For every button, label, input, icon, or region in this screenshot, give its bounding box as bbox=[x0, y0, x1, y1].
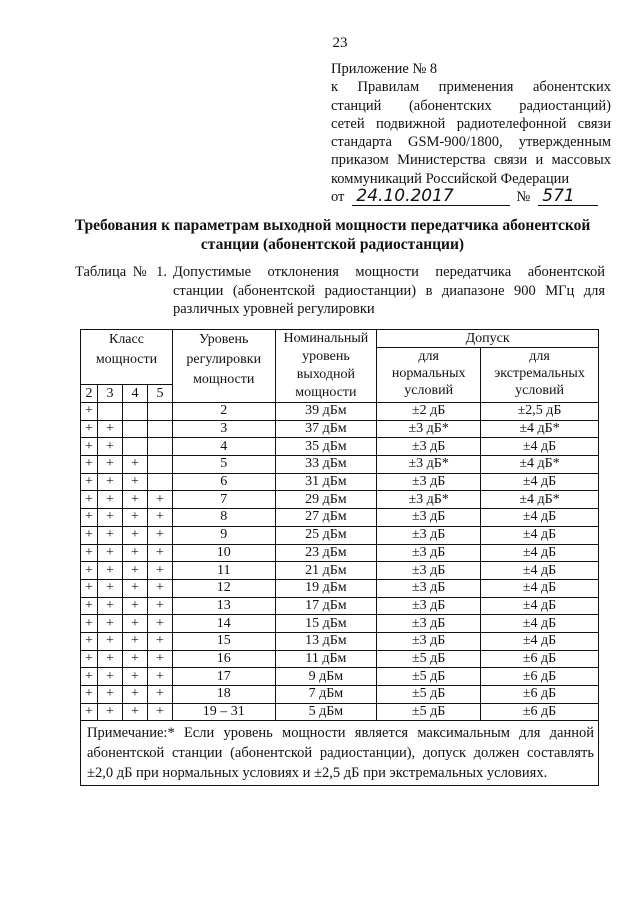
table-row bbox=[81, 509, 599, 527]
class-mark-cell: + bbox=[81, 632, 98, 650]
class-mark-cell: + bbox=[97, 473, 122, 491]
extreme-tolerance-cell: ±4 дБ bbox=[481, 615, 599, 633]
class-mark-cell: + bbox=[147, 703, 172, 721]
level-cell: 3 bbox=[172, 420, 275, 438]
power-cell: 5 дБм bbox=[275, 703, 377, 721]
class-mark-cell: + bbox=[97, 650, 122, 668]
normal-tolerance-cell: ±5 дБ bbox=[377, 703, 481, 721]
power-cell: 7 дБм bbox=[275, 686, 377, 704]
table-row bbox=[81, 544, 599, 562]
heading-line: Требования к параметрам выходной мощности передатчика абонентской bbox=[74, 217, 591, 234]
normal-tolerance-cell: ±3 дБ bbox=[377, 562, 481, 580]
normal-tolerance-cell: ±3 дБ bbox=[377, 526, 481, 544]
class-mark-cell bbox=[122, 438, 147, 456]
class-mark-cell: + bbox=[81, 650, 98, 668]
level-cell: 9 bbox=[172, 526, 275, 544]
extreme-tolerance-cell: ±4 дБ bbox=[481, 438, 599, 456]
table-caption bbox=[75, 263, 605, 319]
class-mark-cell: + bbox=[97, 420, 122, 438]
class-mark-cell: + bbox=[122, 544, 147, 562]
table-row bbox=[81, 597, 599, 615]
class-mark-cell: + bbox=[122, 650, 147, 668]
normal-tolerance-cell: ±5 дБ bbox=[377, 686, 481, 704]
power-cell: 33 дБм bbox=[275, 456, 377, 474]
level-cell: 4 bbox=[172, 438, 275, 456]
header-tolerance: Допуск bbox=[377, 330, 599, 348]
class-mark-cell: + bbox=[122, 615, 147, 633]
extreme-tolerance-cell: ±4 дБ* bbox=[481, 456, 599, 474]
level-cell: 19 – 31 bbox=[172, 703, 275, 721]
page-number: 23 bbox=[332, 35, 348, 51]
normal-tolerance-cell: ±2 дБ bbox=[377, 403, 481, 421]
class-mark-cell: + bbox=[122, 686, 147, 704]
table-row bbox=[81, 579, 599, 597]
table-row bbox=[81, 615, 599, 633]
normal-tolerance-cell: ±3 дБ bbox=[377, 579, 481, 597]
class-mark-cell: + bbox=[97, 438, 122, 456]
appendix-line: сетей подвижной радиотелефонной связи bbox=[331, 115, 611, 132]
class-mark-cell: + bbox=[147, 491, 172, 509]
extreme-tolerance-cell: ±2,5 дБ bbox=[481, 403, 599, 421]
handwritten-number: 571 bbox=[538, 188, 598, 206]
level-cell: 8 bbox=[172, 509, 275, 527]
class-mark-cell: + bbox=[97, 632, 122, 650]
class-mark-cell: + bbox=[97, 703, 122, 721]
table-row bbox=[81, 473, 599, 491]
level-cell: 10 bbox=[172, 544, 275, 562]
appendix-title: Приложение № 8 bbox=[331, 61, 438, 77]
class-mark-cell: + bbox=[122, 703, 147, 721]
power-cell: 39 дБм bbox=[275, 403, 377, 421]
caption-line: Допустимые отклонения мощности передатчика абонентской bbox=[173, 264, 605, 280]
class-mark-cell: + bbox=[81, 473, 98, 491]
header-class-col: 5 bbox=[147, 385, 172, 403]
class-mark-cell: + bbox=[81, 526, 98, 544]
table-row bbox=[81, 526, 599, 544]
table-row bbox=[81, 562, 599, 580]
class-mark-cell: + bbox=[122, 491, 147, 509]
normal-tolerance-cell: ±3 дБ bbox=[377, 544, 481, 562]
power-cell: 35 дБм bbox=[275, 438, 377, 456]
normal-tolerance-cell: ±3 дБ* bbox=[377, 491, 481, 509]
normal-tolerance-cell: ±5 дБ bbox=[377, 668, 481, 686]
normal-tolerance-cell: ±3 дБ bbox=[377, 632, 481, 650]
class-mark-cell: + bbox=[122, 509, 147, 527]
table-row bbox=[81, 686, 599, 704]
class-mark-cell: + bbox=[97, 544, 122, 562]
power-cell: 25 дБм bbox=[275, 526, 377, 544]
power-cell: 9 дБм bbox=[275, 668, 377, 686]
power-cell: 31 дБм bbox=[275, 473, 377, 491]
class-mark-cell bbox=[147, 420, 172, 438]
class-mark-cell: + bbox=[97, 597, 122, 615]
header-extreme: для экстремальных условий bbox=[481, 348, 599, 403]
header-normal: для нормальных условий bbox=[377, 348, 481, 403]
class-mark-cell: + bbox=[81, 597, 98, 615]
class-mark-cell: + bbox=[147, 668, 172, 686]
class-mark-cell: + bbox=[81, 703, 98, 721]
normal-tolerance-cell: ±3 дБ bbox=[377, 597, 481, 615]
extreme-tolerance-cell: ±4 дБ bbox=[481, 632, 599, 650]
handwritten-date: 24.10.2017 bbox=[352, 188, 510, 206]
class-mark-cell: + bbox=[81, 438, 98, 456]
class-mark-cell: + bbox=[81, 509, 98, 527]
class-mark-cell: + bbox=[147, 686, 172, 704]
level-cell: 13 bbox=[172, 597, 275, 615]
class-mark-cell: + bbox=[147, 509, 172, 527]
class-mark-cell: + bbox=[97, 491, 122, 509]
appendix-line: приказом Министерства связи и массовых bbox=[331, 152, 611, 169]
level-cell: 12 bbox=[172, 579, 275, 597]
level-cell: 5 bbox=[172, 456, 275, 474]
class-mark-cell: + bbox=[81, 491, 98, 509]
class-mark-cell: + bbox=[97, 686, 122, 704]
date-number-row bbox=[331, 188, 611, 206]
header-class-col: 2 bbox=[81, 385, 98, 403]
level-cell: 11 bbox=[172, 562, 275, 580]
extreme-tolerance-cell: ±4 дБ bbox=[481, 597, 599, 615]
extreme-tolerance-cell: ±4 дБ bbox=[481, 562, 599, 580]
class-mark-cell: + bbox=[81, 615, 98, 633]
power-cell: 11 дБм bbox=[275, 650, 377, 668]
extreme-tolerance-cell: ±4 дБ* bbox=[481, 491, 599, 509]
class-mark-cell: + bbox=[81, 686, 98, 704]
class-mark-cell: + bbox=[97, 456, 122, 474]
class-mark-cell: + bbox=[122, 562, 147, 580]
table-row bbox=[81, 456, 599, 474]
header-nominal: Номинальный уровень выходной мощности bbox=[275, 330, 377, 403]
power-cell: 29 дБм bbox=[275, 491, 377, 509]
class-mark-cell: + bbox=[97, 562, 122, 580]
class-mark-cell: + bbox=[122, 473, 147, 491]
class-mark-cell: + bbox=[122, 632, 147, 650]
header-class-col: 3 bbox=[97, 385, 122, 403]
extreme-tolerance-cell: ±4 дБ bbox=[481, 526, 599, 544]
appendix-line: стандарта GSM-900/1800, утвержденным bbox=[331, 134, 611, 151]
class-mark-cell: + bbox=[97, 615, 122, 633]
class-mark-cell: + bbox=[122, 579, 147, 597]
extreme-tolerance-cell: ±6 дБ bbox=[481, 703, 599, 721]
class-mark-cell: + bbox=[81, 668, 98, 686]
level-cell: 15 bbox=[172, 632, 275, 650]
power-cell: 13 дБм bbox=[275, 632, 377, 650]
extreme-tolerance-cell: ±4 дБ* bbox=[481, 420, 599, 438]
class-mark-cell bbox=[147, 456, 172, 474]
power-cell: 27 дБм bbox=[275, 509, 377, 527]
class-mark-cell: + bbox=[147, 544, 172, 562]
appendix-line: станций (абонентских радиостанций) bbox=[331, 97, 611, 114]
table-row bbox=[81, 668, 599, 686]
extreme-tolerance-cell: ±4 дБ bbox=[481, 509, 599, 527]
class-mark-cell: + bbox=[147, 562, 172, 580]
level-cell: 14 bbox=[172, 615, 275, 633]
class-mark-cell: + bbox=[147, 526, 172, 544]
level-cell: 18 bbox=[172, 686, 275, 704]
level-cell: 16 bbox=[172, 650, 275, 668]
date-prefix: от bbox=[331, 189, 345, 206]
extreme-tolerance-cell: ±6 дБ bbox=[481, 650, 599, 668]
appendix-line: к Правилам применения абонентских bbox=[331, 79, 611, 96]
class-mark-cell: + bbox=[97, 579, 122, 597]
level-cell: 7 bbox=[172, 491, 275, 509]
normal-tolerance-cell: ±3 дБ bbox=[377, 438, 481, 456]
class-mark-cell: + bbox=[147, 632, 172, 650]
class-mark-cell: + bbox=[97, 509, 122, 527]
caption-line: различных уровней регулировки bbox=[173, 301, 375, 317]
table-row bbox=[81, 632, 599, 650]
class-mark-cell: + bbox=[122, 668, 147, 686]
number-prefix: № bbox=[516, 189, 531, 206]
level-cell: 17 bbox=[172, 668, 275, 686]
class-mark-cell: + bbox=[97, 668, 122, 686]
power-cell: 23 дБм bbox=[275, 544, 377, 562]
power-cell: 21 дБм bbox=[275, 562, 377, 580]
extreme-tolerance-cell: ±4 дБ bbox=[481, 473, 599, 491]
table-row bbox=[81, 650, 599, 668]
class-mark-cell: + bbox=[122, 597, 147, 615]
class-mark-cell bbox=[122, 420, 147, 438]
normal-tolerance-cell: ±3 дБ bbox=[377, 509, 481, 527]
caption-label: Таблица № 1. bbox=[75, 264, 167, 280]
class-mark-cell bbox=[147, 403, 172, 421]
extreme-tolerance-cell: ±6 дБ bbox=[481, 686, 599, 704]
class-mark-cell: + bbox=[122, 456, 147, 474]
caption-line: станции (абонентской радиостанции) в диапазоне 900 МГц для bbox=[173, 282, 605, 299]
power-cell: 19 дБм bbox=[275, 579, 377, 597]
class-mark-cell: + bbox=[81, 403, 98, 421]
class-mark-cell: + bbox=[81, 456, 98, 474]
table-note: Примечание:* Если уровень мощности является максимальным для данной абонентской станции (абонентской радиостанции), допуск должен составлять ±2,0 дБ при нормальных условиях и ±2,5 дБ при экстремальных условиях. bbox=[81, 721, 599, 786]
class-mark-cell: + bbox=[81, 579, 98, 597]
level-cell: 2 bbox=[172, 403, 275, 421]
header-class: Класс мощности bbox=[81, 330, 173, 385]
appendix-line: коммуникаций Российской Федерации bbox=[331, 170, 570, 187]
header-class-col: 4 bbox=[122, 385, 147, 403]
power-cell: 17 дБм bbox=[275, 597, 377, 615]
class-mark-cell: + bbox=[147, 650, 172, 668]
table-row bbox=[81, 403, 599, 421]
class-mark-cell bbox=[122, 403, 147, 421]
class-mark-cell bbox=[97, 403, 122, 421]
extreme-tolerance-cell: ±4 дБ bbox=[481, 579, 599, 597]
table-row bbox=[81, 420, 599, 438]
table-row bbox=[81, 491, 599, 509]
header-level: Уровень регулировки мощности bbox=[172, 330, 275, 403]
power-cell: 15 дБм bbox=[275, 615, 377, 633]
class-mark-cell: + bbox=[147, 579, 172, 597]
normal-tolerance-cell: ±5 дБ bbox=[377, 650, 481, 668]
normal-tolerance-cell: ±3 дБ bbox=[377, 615, 481, 633]
class-mark-cell: + bbox=[147, 615, 172, 633]
normal-tolerance-cell: ±3 дБ* bbox=[377, 456, 481, 474]
heading-line: станции (абонентской радиостанции) bbox=[200, 236, 465, 253]
appendix-header bbox=[331, 60, 611, 206]
power-table bbox=[80, 329, 599, 786]
normal-tolerance-cell: ±3 дБ* bbox=[377, 420, 481, 438]
class-mark-cell: + bbox=[97, 526, 122, 544]
extreme-tolerance-cell: ±4 дБ bbox=[481, 544, 599, 562]
class-mark-cell bbox=[147, 438, 172, 456]
power-cell: 37 дБм bbox=[275, 420, 377, 438]
class-mark-cell: + bbox=[147, 597, 172, 615]
level-cell: 6 bbox=[172, 473, 275, 491]
class-mark-cell bbox=[147, 473, 172, 491]
class-mark-cell: + bbox=[81, 562, 98, 580]
document-heading bbox=[60, 216, 605, 254]
normal-tolerance-cell: ±3 дБ bbox=[377, 473, 481, 491]
class-mark-cell: + bbox=[81, 420, 98, 438]
table-row bbox=[81, 703, 599, 721]
extreme-tolerance-cell: ±6 дБ bbox=[481, 668, 599, 686]
table-row bbox=[81, 438, 599, 456]
class-mark-cell: + bbox=[122, 526, 147, 544]
class-mark-cell: + bbox=[81, 544, 98, 562]
